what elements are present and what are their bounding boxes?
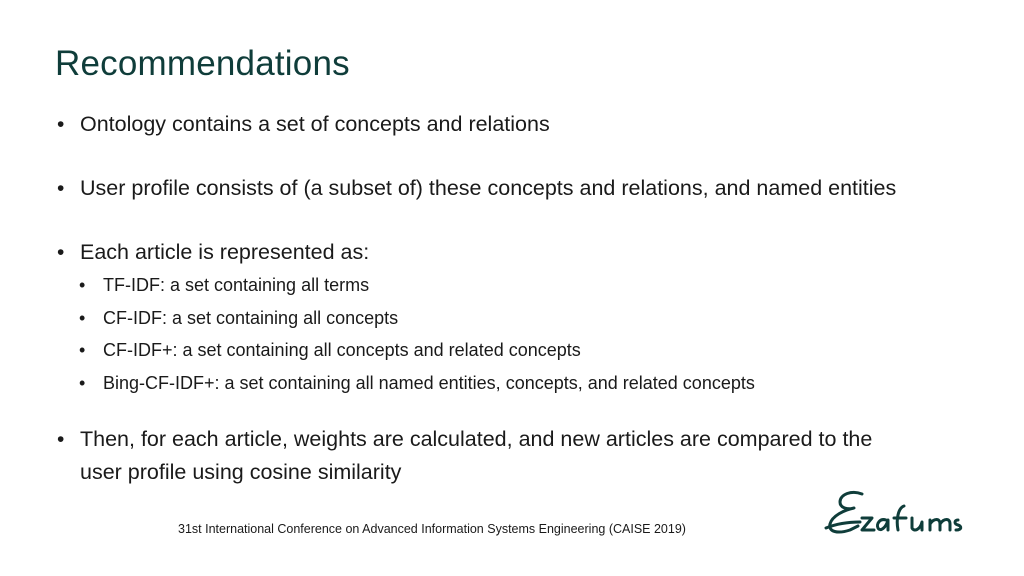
bullet-text: User profile consists of (a subset of) these concepts and relations, and named entities bbox=[80, 176, 897, 200]
bullet-icon: • bbox=[57, 177, 65, 200]
bullet-text: Each article is represented as: bbox=[80, 240, 370, 264]
bullet-icon: • bbox=[57, 241, 65, 264]
bullet-item-ontology bbox=[55, 108, 985, 141]
bullet-icon: • bbox=[79, 372, 86, 393]
sub-bullet-text: Bing-CF-IDF+: a set containing all named entities, concepts, and related concepts bbox=[103, 372, 755, 393]
bullet-icon: • bbox=[57, 113, 65, 136]
sub-bullet-text: TF-IDF: a set containing all terms bbox=[103, 275, 370, 295]
bullet-item-user-profile bbox=[55, 172, 985, 205]
bullet-text-line1: Then, for each article, weights are calculated, and new articles are compared to the bbox=[80, 427, 873, 451]
bullet-icon: • bbox=[79, 307, 86, 328]
sub-bullet-cf-idf-plus bbox=[55, 334, 985, 367]
erasmus-logo-icon bbox=[822, 486, 972, 542]
sub-bullet-tf-idf bbox=[55, 269, 985, 302]
bullet-icon: • bbox=[79, 275, 86, 295]
slide-title: Recommendations bbox=[55, 44, 350, 83]
footer-conference: 31st International Conference on Advanced Information Systems Engineering (CAISE 2019) bbox=[178, 522, 686, 536]
bullet-icon: • bbox=[57, 428, 65, 451]
sub-bullet-text: CF-IDF: a set containing all concepts bbox=[103, 307, 399, 328]
sub-bullet-cf-idf bbox=[55, 302, 985, 335]
sub-bullet-text: CF-IDF+: a set containing all concepts and related concepts bbox=[103, 340, 581, 360]
bullet-text: Ontology contains a set of concepts and relations bbox=[80, 112, 550, 136]
bullet-item-weights bbox=[55, 423, 985, 489]
sub-bullet-bing-cf-idf-plus bbox=[55, 367, 985, 400]
bullet-item-article-representation bbox=[55, 236, 985, 269]
bullet-icon: • bbox=[79, 340, 86, 360]
bullet-text-line2: user profile using cosine similarity bbox=[80, 460, 402, 484]
bullet-list bbox=[55, 108, 985, 489]
